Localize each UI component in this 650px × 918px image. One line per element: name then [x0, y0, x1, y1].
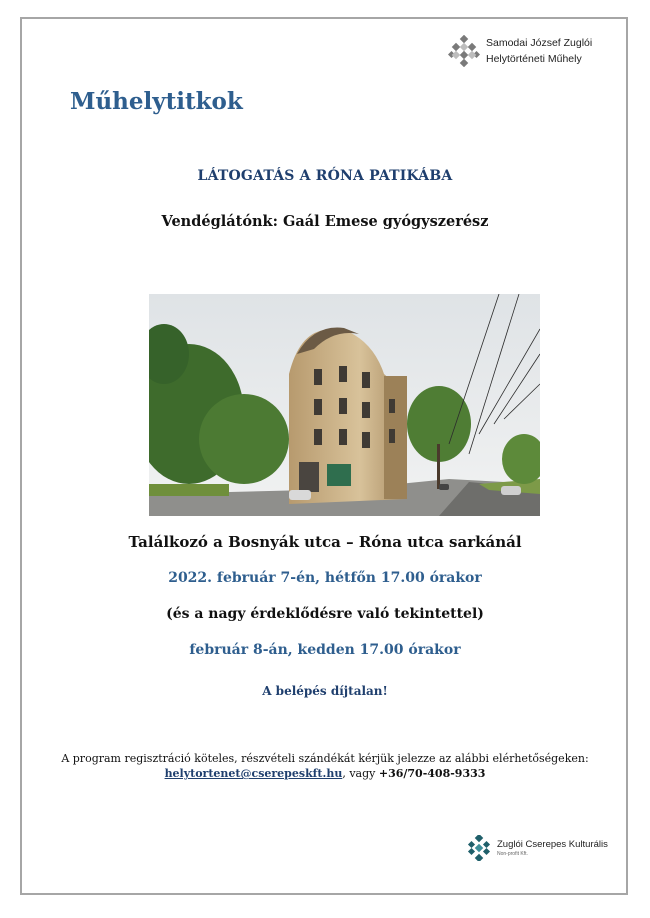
event-title: LÁTOGATÁS A RÓNA PATIKÁBA [197, 168, 453, 184]
logo-top-line2: Helytörténeti Műhely [486, 53, 582, 65]
cserepes-logo [466, 835, 608, 861]
logo-top-text [486, 35, 592, 67]
event-date-2: február 8-án, kedden 17.00 órakor [189, 642, 461, 658]
extra-date-note: (és a nagy érdeklődésre való tekintettel) [166, 606, 484, 622]
meeting-point: Találkozó a Bosnyák utca – Róna utca sarkánál [128, 533, 522, 551]
email-link[interactable]: helytortenet@cserepeskft.hu [164, 767, 343, 780]
phone-number: +36/70-408-9333 [378, 767, 486, 780]
logo-bottom-name: Zuglói Cserepes Kulturális [497, 838, 608, 850]
event-date-1: 2022. február 7-én, hétfőn 17.00 órakor [168, 570, 482, 586]
host-line: Vendéglátónk: Gaál Emese gyógyszerész [161, 213, 489, 230]
registration-info [0, 751, 650, 781]
helytorteneti-muhely-logo [448, 35, 592, 67]
contact-separator: , vagy [342, 767, 376, 780]
registration-text: A program regisztráció köteles, részvételi szándékát kérjük jelezze az alábbi elérhetőségeken: [61, 752, 589, 765]
cserepes-logo-icon [466, 835, 492, 861]
free-entry-note: A belépés díjtalan! [262, 684, 388, 698]
contact-line [0, 766, 650, 781]
corner-building-photo [149, 294, 540, 516]
page-title: Műhelytitkok [70, 88, 243, 115]
logo-bottom-sub: Non-profit Kft. [497, 850, 528, 857]
ceramic-tile-logo-icon [448, 35, 480, 67]
logo-bottom-text [497, 839, 608, 858]
logo-top-line1: Samodai József Zuglói [486, 37, 593, 49]
